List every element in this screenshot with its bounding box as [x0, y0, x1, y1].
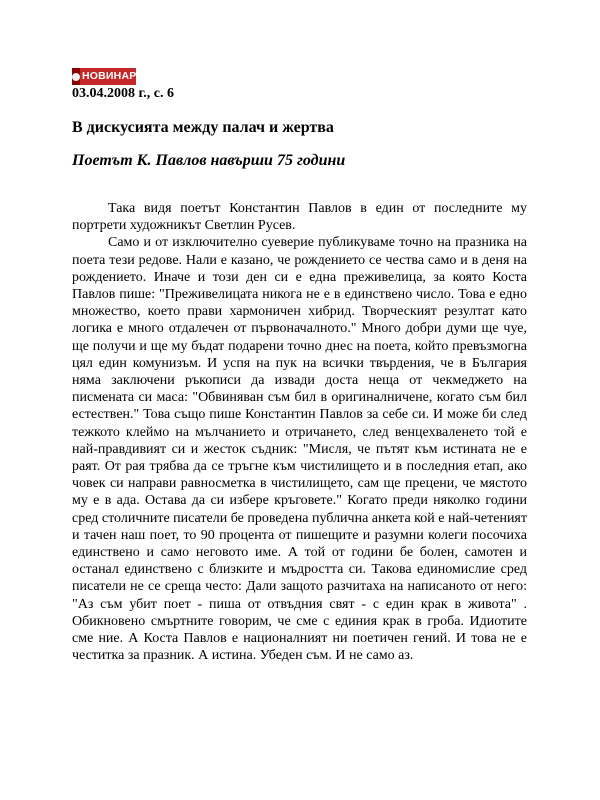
logo-mark-icon	[72, 68, 80, 85]
logo-text: НОВИНАР	[82, 70, 137, 82]
newspaper-logo	[72, 68, 136, 85]
article-paragraph-2: Само и от изключително суеверие публикуваме точно на празника на поета тези редове. Нали е казано, че рождението се чества само и в деня на рождението. Иначе и този ден си е една преживелица, за която Коста Павлов пише: "Преживелицата никога не е в единствено число. Това е едно множество, което прави хармоничен хибрид. Творческият резултат като логика е много отдалечен от първоначалното." Много добри думи ще чуе, ще получи и ще му бъдат подарени точно днес на поета, който превъзмогна цял един комунизъм. И успя на пук на всички твърдения, че в България няма заключени ръкописи да извади доста неща от чекмеджето на писмената си маса: "Обвиняван съм бил в оригиналничене, когато съм бил естествен." Това също пише Константин Павлов за себе си. И може би след тежкото клеймо на мълчанието и отричането, след венцехваленето той е най-правдивият си и жесток съдник: "Мисля, че пътят към истината не е раят. От рая трябва да се тръгне към чистилището и в последния етап, ако човек си направи равносметка в чистилището, сам ще прецени, че мястото му е в ада. Остава да си избере кръговете." Когато преди няколко години сред столичните писатели бе проведена публична анкета кой е най-четеният и тачен наш поет, то 90 процента от пишещите и разумни колеги посочиха единствено и само неговото име. А той от години бе болен, самотен и останал единствено с близките и мъдростта си. Такова единомислие сред писатели не се среща често: Дали защото разчитаха на написаното от него: "Аз съм убит поет - пиша от отвъдния свят - с един крак в живота" . Обикновено смъртните говорим, че сме с единия крак в гроба. Идиотите сме ние. А Коста Павлов е националният ни поетичен гений. И това не е честитка за празник. А истина. Убеден съм. И не само аз.	[72, 235, 527, 664]
article-subheadline: Поетът К. Павлов навърши 75 години	[72, 152, 346, 169]
logo-dot	[72, 73, 80, 81]
article-body	[72, 200, 527, 664]
article-paragraph-1: Така видя поетът Константин Павлов в един от последните му портрети художникът Светлин Русев.	[72, 201, 527, 234]
article-headline: В дискусията между палач и жертва	[72, 119, 334, 136]
publication-date: 03.04.2008 г., с. 6	[72, 86, 174, 101]
